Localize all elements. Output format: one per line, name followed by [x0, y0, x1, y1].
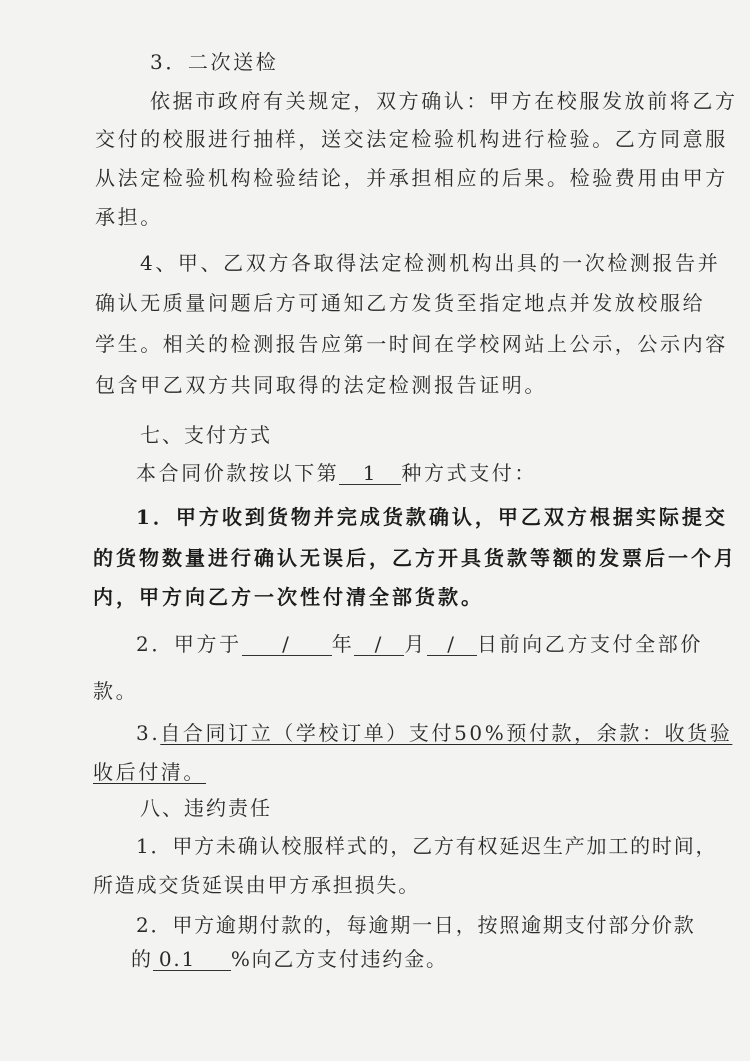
breach-item2-pre: 的: [131, 947, 153, 971]
breach-item1-line-2: 所造成交货延误由甲方承担损失。: [93, 873, 420, 897]
item3-line-1: 依据市政府有关规定，双方确认：甲方在校服发放前将乙方: [150, 89, 738, 113]
opt3-line-2: [93, 760, 220, 784]
payment-intro: [136, 461, 537, 485]
breach-item2-post: %向乙方支付违约金。: [230, 947, 448, 971]
section7-heading: 七、支付方式: [140, 423, 272, 447]
payment-intro-pre: 本合同价款按以下第: [136, 461, 340, 485]
opt2-day-blank: /: [427, 633, 477, 656]
opt2-line-2: 款。: [93, 679, 139, 703]
item4-line-3: 学生。相关的检测报告应第一时间在学校网站上公示，公示内容: [95, 332, 728, 356]
opt2-pre: 2．甲方于: [136, 632, 242, 656]
breach-item2-line-2: [131, 947, 448, 971]
opt2-year-label: 年: [331, 632, 355, 656]
opt2-line-1: [136, 632, 703, 656]
payment-intro-post: 种方式支付：: [401, 461, 538, 485]
opt2-month-label: 月: [404, 632, 427, 656]
opt1-line-1: 1．甲方收到货物并完成货款确认，甲乙双方根据实际提交: [136, 505, 728, 529]
item4-line-1: 4、甲、乙双方各取得法定检测机构出具的一次检测报告并: [140, 251, 721, 275]
item3-line-3: 从法定检验机构检验结论，并承担相应的后果。检验费用由甲方: [95, 166, 728, 190]
opt3-text-2: 收后付清。: [93, 760, 206, 784]
item3-line-4: 承担。: [95, 205, 163, 229]
opt1-line-2: 的货物数量进行确认无误后，乙方开具货款等额的发票后一个月: [93, 546, 737, 570]
opt2-month-blank: /: [354, 633, 404, 656]
payment-choice-blank: 1: [339, 462, 401, 485]
opt2-year-blank: /: [242, 633, 332, 656]
opt3-text-1: 自合同订立（学校订单）支付50%预付款，余款：收货验: [160, 721, 733, 745]
item4-line-2: 确认无质量问题后方可通知乙方发货至指定地点并发放校服给: [95, 291, 706, 315]
opt3-line-1: [136, 721, 732, 745]
opt3-number: 3.: [136, 721, 161, 745]
item4-line-4: 包含甲乙双方共同取得的法定检测报告证明。: [95, 373, 547, 397]
opt1-line-3: 内，甲方向乙方一次性付清全部货款。: [93, 585, 484, 609]
item3-heading: 3．二次送检: [150, 50, 279, 74]
item3-line-2: 交付的校服进行抽样，送交法定检验机构进行检验。乙方同意服: [95, 127, 728, 151]
section8-heading: 八、违约责任: [140, 796, 272, 820]
penalty-rate-blank: 0.1: [153, 948, 231, 971]
breach-item2-line-1: 2．甲方逾期付款的，每逾期一日，按照逾期支付部分价款: [136, 913, 696, 937]
opt2-post: 日前向乙方支付全部价: [476, 632, 703, 656]
breach-item1-line-1: 1．甲方未确认校服样式的，乙方有权延迟生产加工的时间，: [136, 834, 718, 858]
